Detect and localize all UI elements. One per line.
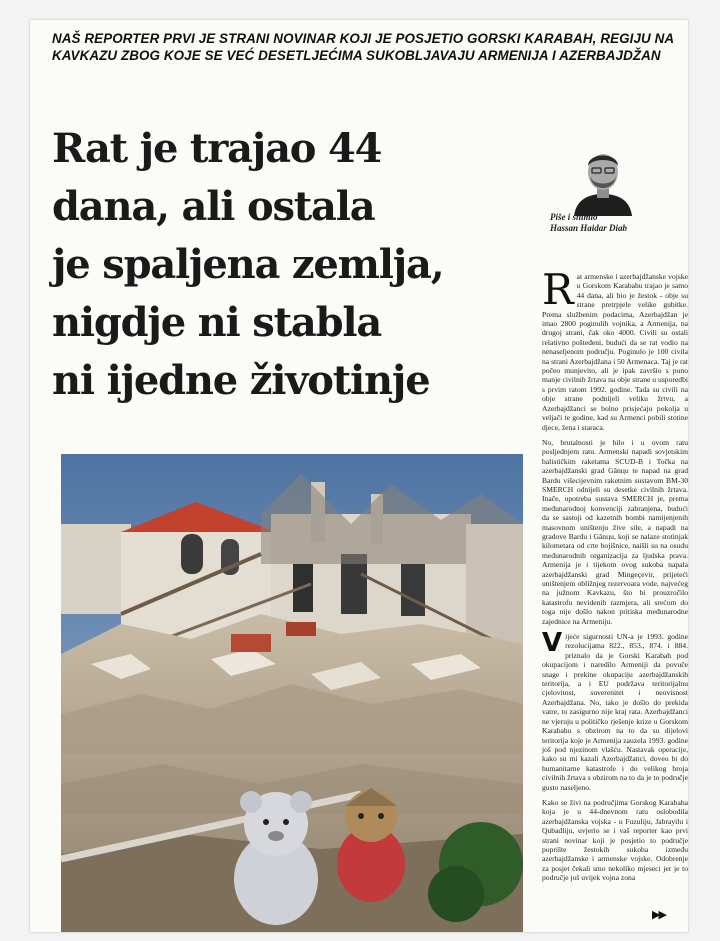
byline-label: Piše i snimio xyxy=(550,212,598,222)
byline xyxy=(550,212,680,234)
headline-line-1: Rat je trajao 44 xyxy=(52,125,382,172)
headline xyxy=(52,120,532,410)
article-paragraph-4: Kako se živi na područjima Gorskog Karabaha koja je u 44-dnevnom ratu oslobodila azerbajdžanska vojska - u Fuzuliju, Jabrayilu i Qubadliju, uvjerio se i vaš reporter kao prvi strani novinar koji je posjetio to područje poprište žestokih sukoba između azerbajdžanske i armenske vojske. Odobrenje za posjet čekali smo nekoliko mjeseci jer je to područje još uvijek vojna zona xyxy=(542,797,688,883)
author-portrait-icon xyxy=(568,144,638,216)
destroyed-building-photo xyxy=(61,454,523,932)
drop-cap-v: V xyxy=(542,628,563,659)
article-paragraph-2: No, brutalnosti je bilo i u ovom ratu posljednjem ratu. Armenski napadi sovjetskim balističkim raketama SCUD-B i Točka na azerbajdžanski grad Gănцu te napad na grad Bardu višecijevnim raketnim sustavom BM-30 SMERCH odnijeli su desetke civilnih žrtava. Inače, upotreba sustava SMERCH je, prema međunarodnoj konvenciji zabranjena, budući da se sastoji od kazetnih bombi namijenjenih masovnom uništenju žive sile, a napadi na gradove Bardu i Gănцu, koji se nalaze stotinjak kilometara od crte bojišnice, naišli su na osudu međunarodnih organizacija za ljudska prava. Armenija je i tijekom ovog sukoba napala azerbajdžanski grad Mingeçevir, prijeteći uništenjem obližnjeg rezervoara vode, najvećeg na južnom Kavkazu, što bi prouzročilo katastrofu nevidenih razmjera, ali srećom do toga nije došlo nakon pritiska međunarodne zajednice na Armeniju. xyxy=(542,437,688,626)
article-body xyxy=(542,265,688,889)
article-paragraph-1 xyxy=(542,265,688,432)
article-paragraph-3 xyxy=(542,628,688,792)
kicker-text: NAŠ REPORTER PRVI JE STRANI NOVINAR KOJI JE POSJETIO GORSKI KARABAH, REGIJU NA KAVKAZU ZBOG KOJE SE VEĆ DESETLJEĆIMA SUKOBLJAVAJU ARMENIJA I AZERBAJDŽAN xyxy=(52,31,674,63)
paragraph-1-text: at armenske i azerbajdžanske vojske u Gorskom Karabahu trajao je samo 44 dana, ali bio je žestok - obje su strane pretrpjele velike gubitke. Prema službenim podacima, Azerbajdžan je imao 2800 poginulih vojnika, a Armenija, na drugoj strani, čak oko 4000. Civili su ostali relativno pošteđeni, budući da se rat vodio na nenaseljenom području. Poginulo je 100 civila na strani Azerbajdžana i 50 Armenaca. Taj je rat počeo munjevito, ali je ipak završio s puno manje civilnih žrtava na obje strane u usporedbi s prvim ratom 1992. godine. Tada su civili na obje strane podnijeli veliku žrtvu, a Azerbajdžanci se bolno prisjećaju pokolja u veljači te godine, kad su Armenci pobili stotine djece, žena i staraca. xyxy=(542,272,688,432)
byline-author: Hassan Haidar Diab xyxy=(550,223,628,233)
headline-line-4: nigdje ni stabla xyxy=(52,299,382,346)
drop-cap-r: R xyxy=(542,265,574,314)
paragraph-3-text: ijeće sigurnosti UN-a je 1993. godine rezolucijama 822., 853., 874. i 884. priznalo da je Gorski Karabah pod okupacijom i naredilo Armeniji da povuče snage i prekine okupaciju azerbajdžanskih teritorija, a i EU podržava teritorijalnu cjelovitost, suverenitet i neovisnost Azerbajdžana. No, tako je došlo do prekida vatre, to zasigurno nije kraj rata. Azerbajdžanci ne vjeruju u političko rješenje krize u Gorskom Karabahu s obzirom na to da su dijelovi teritorija koje je Armenija zauzela 1993. godine još pod njezinom vlašću. Nastavak operacije, kako su mi kazali Azerbajdžanci, doveo bi do humanitarne katastrofe i do velikog broja civilnih žrtava s obzirom na to da je to područje gusto naseljeno. xyxy=(542,632,688,792)
headline-line-5: ni ijedne životinje xyxy=(52,357,430,404)
continue-arrow-icon: ▶▶ xyxy=(652,909,665,921)
headline-line-3: je spaljena zemlja, xyxy=(52,241,444,288)
newspaper-page xyxy=(30,20,688,932)
headline-line-2: dana, ali ostala xyxy=(52,183,375,230)
